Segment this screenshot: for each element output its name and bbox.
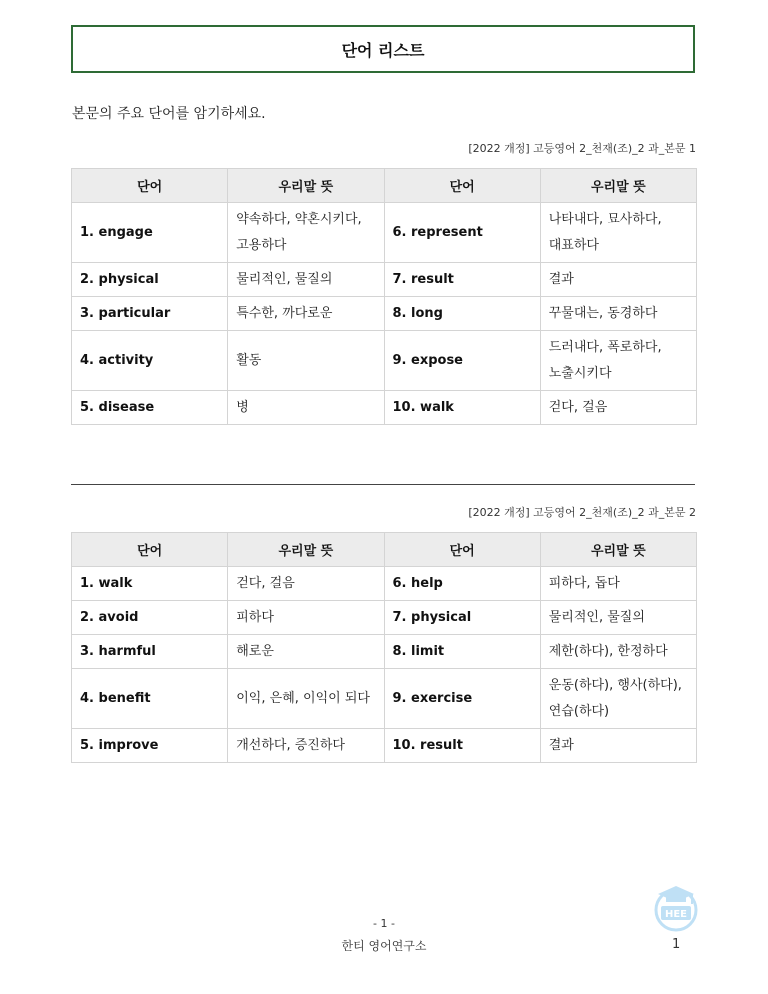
meaning-line: 특수한, 까다로운 bbox=[236, 305, 333, 321]
table-row bbox=[72, 601, 697, 635]
meaning-cell bbox=[540, 669, 696, 729]
table-header-row bbox=[72, 533, 697, 567]
meaning-cell bbox=[228, 601, 384, 635]
meaning-cell bbox=[228, 331, 384, 391]
word-cell: 9. expose bbox=[384, 331, 540, 391]
word-cell: 10. result bbox=[384, 729, 540, 763]
meaning-cell bbox=[540, 391, 696, 425]
column-header: 단어 bbox=[72, 169, 228, 203]
page-number-right: 1 bbox=[672, 937, 681, 952]
meaning-cell bbox=[228, 567, 384, 601]
meaning-line: 운동(하다), 행사(하다), bbox=[548, 677, 682, 693]
table-row bbox=[72, 391, 697, 425]
word-cell: 6. help bbox=[384, 567, 540, 601]
footer-page-number: - 1 - bbox=[373, 917, 395, 930]
meaning-line: 약속하다, 약혼시키다, bbox=[236, 211, 362, 227]
meaning-cell bbox=[228, 669, 384, 729]
table-row bbox=[72, 635, 697, 669]
table-row bbox=[72, 297, 697, 331]
meaning-cell bbox=[540, 297, 696, 331]
meaning-cell bbox=[540, 635, 696, 669]
column-header: 우리말 뜻 bbox=[540, 169, 696, 203]
word-cell: 2. physical bbox=[72, 263, 228, 297]
meaning-cell bbox=[228, 635, 384, 669]
meaning-cell bbox=[228, 203, 384, 263]
meaning-cell bbox=[540, 729, 696, 763]
meaning-line: 해로운 bbox=[236, 643, 274, 659]
word-cell: 2. avoid bbox=[72, 601, 228, 635]
table-header-row bbox=[72, 169, 697, 203]
word-cell: 5. disease bbox=[72, 391, 228, 425]
vocab-table-1 bbox=[71, 168, 697, 425]
meaning-line: 노출시키다 bbox=[548, 365, 612, 381]
meaning-line: 피하다 bbox=[236, 609, 274, 625]
page-title: 단어 리스트 bbox=[71, 25, 695, 73]
meaning-line: 나타내다, 묘사하다, bbox=[548, 211, 662, 227]
meaning-line: 병 bbox=[236, 399, 249, 415]
word-cell: 1. engage bbox=[72, 203, 228, 263]
word-cell: 4. benefit bbox=[72, 669, 228, 729]
meaning-line: 드러내다, 폭로하다, bbox=[548, 339, 662, 355]
meaning-line: 고용하다 bbox=[236, 237, 287, 253]
table-row bbox=[72, 203, 697, 263]
meaning-line: 물리적인, 물질의 bbox=[548, 609, 645, 625]
meaning-cell bbox=[540, 263, 696, 297]
meaning-line: 연습(하다) bbox=[548, 703, 610, 719]
instruction-text: 본문의 주요 단어를 암기하세요. bbox=[72, 106, 266, 122]
meaning-line: 피하다, 돕다 bbox=[548, 575, 620, 591]
meaning-line: 활동 bbox=[236, 352, 262, 368]
meaning-line: 결과 bbox=[548, 271, 574, 287]
word-cell: 8. long bbox=[384, 297, 540, 331]
column-header: 우리말 뜻 bbox=[540, 533, 696, 567]
meaning-cell bbox=[228, 729, 384, 763]
word-cell: 7. result bbox=[384, 263, 540, 297]
meaning-cell bbox=[540, 601, 696, 635]
meaning-line: 물리적인, 물질의 bbox=[236, 271, 333, 287]
word-cell: 10. walk bbox=[384, 391, 540, 425]
meaning-cell bbox=[228, 391, 384, 425]
table-row bbox=[72, 567, 697, 601]
footer-org-name: 한티 영어연구소 bbox=[341, 939, 427, 953]
column-header: 우리말 뜻 bbox=[228, 169, 384, 203]
meaning-line: 걷다, 걸음 bbox=[548, 399, 608, 415]
word-cell: 9. exercise bbox=[384, 669, 540, 729]
word-cell: 3. particular bbox=[72, 297, 228, 331]
column-header: 단어 bbox=[384, 533, 540, 567]
hee-logo-icon bbox=[650, 880, 702, 932]
vocab-table-2 bbox=[71, 532, 697, 763]
column-header: 우리말 뜻 bbox=[228, 533, 384, 567]
word-cell: 6. represent bbox=[384, 203, 540, 263]
word-cell: 5. improve bbox=[72, 729, 228, 763]
table-row bbox=[72, 331, 697, 391]
word-cell: 8. limit bbox=[384, 635, 540, 669]
meaning-line: 개선하다, 증진하다 bbox=[236, 737, 345, 753]
word-cell: 7. physical bbox=[384, 601, 540, 635]
meaning-cell bbox=[540, 203, 696, 263]
meaning-cell bbox=[540, 331, 696, 391]
meaning-cell bbox=[228, 297, 384, 331]
meaning-line: 이익, 은혜, 이익이 되다 bbox=[236, 690, 370, 706]
section-divider bbox=[71, 484, 695, 485]
meaning-line: 제한(하다), 한정하다 bbox=[548, 643, 668, 659]
column-header: 단어 bbox=[72, 533, 228, 567]
table-row bbox=[72, 669, 697, 729]
logo-text: HEE bbox=[664, 909, 688, 920]
table-1-source: [2022 개정] 고등영어 2_천재(조)_2 과_본문 1 bbox=[468, 142, 696, 155]
word-cell: 4. activity bbox=[72, 331, 228, 391]
table-row bbox=[72, 263, 697, 297]
meaning-cell bbox=[228, 263, 384, 297]
meaning-line: 꾸물대는, 동경하다 bbox=[548, 305, 658, 321]
meaning-line: 걷다, 걸음 bbox=[236, 575, 295, 591]
meaning-line: 결과 bbox=[548, 737, 574, 753]
table-2-source: [2022 개정] 고등영어 2_천재(조)_2 과_본문 2 bbox=[468, 506, 696, 519]
word-cell: 3. harmful bbox=[72, 635, 228, 669]
column-header: 단어 bbox=[384, 169, 540, 203]
meaning-line: 대표하다 bbox=[548, 237, 599, 253]
meaning-cell bbox=[540, 567, 696, 601]
word-cell: 1. walk bbox=[72, 567, 228, 601]
table-row bbox=[72, 729, 697, 763]
